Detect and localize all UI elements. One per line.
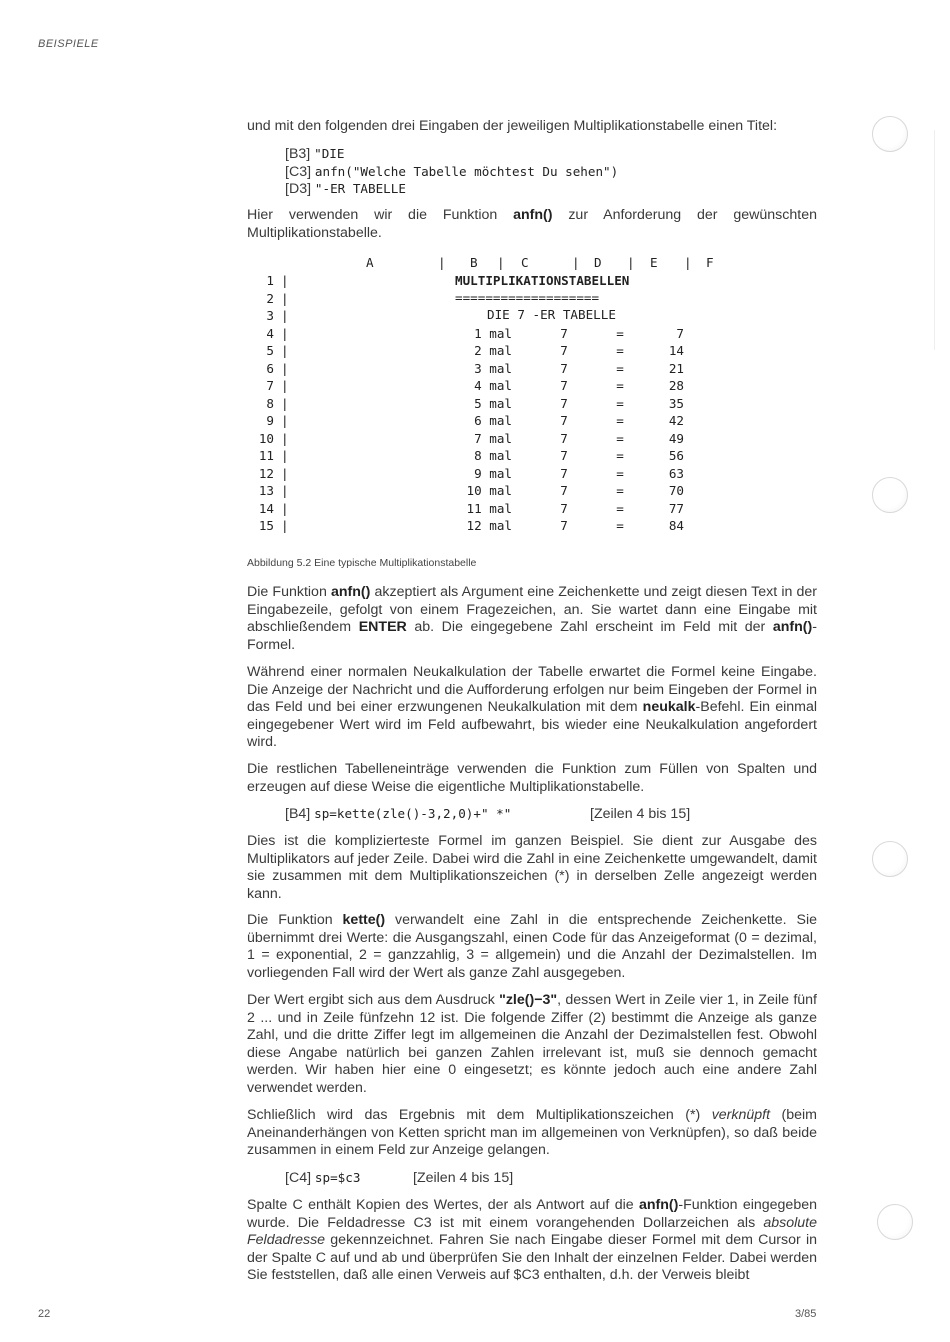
col-header-b: B (470, 255, 478, 270)
row-number: 5 (266, 343, 274, 358)
cell-base: 7 (560, 518, 568, 533)
formula-c4: [C4] sp=$c3 (285, 1170, 361, 1186)
table-underline: =================== (455, 290, 600, 305)
cell-base: 7 (560, 395, 568, 411)
cell-base: 7 (560, 465, 568, 481)
col-divider: | (627, 255, 635, 270)
row-divider: | (281, 360, 289, 376)
paragraph-anfn-detail: Die Funktion anfn() akzeptiert als Argument eine Zeichenkette und zeigt diesen Text in der Eingabezeile, gefolgt von einem Fragezeichen, an. Sie wartet dann eine Eingabe mit abschließendem ENTER ab. Die eingegebene Zahl erscheint im Feld mit der anfn()-Formel. (247, 584, 817, 653)
row-divider: | (281, 500, 289, 516)
cell-multiplier: 6 mal (474, 413, 512, 428)
table-title: MULTIPLIKATIONSTABELLEN (455, 273, 630, 288)
row-divider: | (281, 413, 289, 428)
formula-b4-note: [Zeilen 4 bis 15] (590, 806, 691, 822)
punch-hole (877, 1204, 913, 1240)
row-divider: | (281, 343, 289, 358)
row-divider: | (281, 430, 289, 446)
row-divider: | (281, 465, 289, 481)
cell-multiplier: 5 mal (474, 395, 512, 411)
paragraph-expression: Der Wert ergibt sich aus dem Ausdruck "zle()−3", dessen Wert in Zeile vier 1, in Zeile fünf 2 ... und in Zeile fünfzehn 12 ist. Die folgende Ziffer (2) bestimmt die Anzeige als ganze Zahl, und die dritte Ziffer legt im allgemeinen die Anzahl der Dezimalstellen fest. Obwohl diese Angabe natürlich bei ganzen Zahlen irrelevant ist, muß sie dennoch gemacht werden. Wir haben hier eine 0 eingesetzt; es könnte jedoch auch eine andere Zahl verwendet werden. (247, 992, 817, 1096)
cell-result: 63 (668, 465, 684, 481)
paragraph-neukalk: Während einer normalen Neukalkulation der Tabelle erwartet die Formel keine Eingabe. Die Anzeige der Nachricht und die Aufforderung erfolgen nur beim Eingeben der Formel in das Feld und bei einer erzwungenen Neukalkulation mit dem neukalk-Befehl. Ein einmal eingegebener Wert wird im Feld aufbewahrt, bis wieder eine Neukalkulation angefordert wird. (247, 664, 817, 751)
row-divider: | (281, 448, 289, 463)
formula-b4: [B4] sp=kette(zle()-3,2,0)+" *" (285, 806, 512, 822)
cell-base: 7 (560, 343, 568, 358)
cell-base: 7 (560, 430, 568, 446)
cell-multiplier: 10 mal (466, 483, 512, 498)
cell-base: 7 (560, 483, 568, 498)
row-divider: | (281, 273, 289, 288)
cell-multiplier: 1 mal (474, 325, 512, 341)
cell-result: 77 (668, 500, 684, 516)
cell-equals: = (616, 483, 624, 498)
table-subtitle: DIE 7 -ER TABELLE (487, 307, 616, 322)
running-header: BEISPIELE (38, 38, 99, 50)
cell-multiplier: 8 mal (474, 448, 512, 463)
cell-equals: = (616, 378, 624, 393)
row-divider: | (281, 325, 289, 341)
punch-hole (872, 477, 908, 513)
cell-result: 14 (668, 343, 684, 358)
paragraph-concatenation: Schließlich wird das Ergebnis mit dem Multiplikationszeichen (*) verknüpft (beim Aneinanderhängen von Ketten spricht man im allgemeinen von Verknüpfen), so daß beide zusammen in einem Feld zur Anzeige gelangen. (247, 1107, 818, 1159)
cell-multiplier: 3 mal (474, 360, 512, 376)
cell-base: 7 (560, 500, 568, 516)
row-number: 10 (258, 430, 274, 446)
col-divider: | (497, 255, 505, 270)
punch-hole (872, 116, 908, 152)
cell-equals: = (616, 343, 624, 358)
cell-result: 84 (668, 518, 684, 533)
cell-base: 7 (560, 325, 568, 341)
row-divider: | (281, 395, 289, 411)
cell-result: 42 (668, 413, 684, 428)
code-entry-b3: [B3] "DIE (285, 146, 345, 162)
cell-base: 7 (560, 378, 568, 393)
cell-base: 7 (560, 448, 568, 463)
paragraph-absolute-address: Spalte C enthält Kopien des Wertes, der als Antwort auf die anfn()-Funktion eingegeben wurde. Die Feldadresse C3 ist mit einem vorangehenden Dollarzeichen als absolute Feldadresse gekennzeichnet. Fahren Sie nach Eingabe dieser Formel mit dem Cursor in der Spalte C auf und ab und überprüfen Sie den Inhalt der einzelnen Felder. Dabei werden Sie feststellen, daß alle einen Verweis auf $C3 enthalten, d.h. der Verweis bleibt (247, 1197, 817, 1284)
cell-multiplier: 7 mal (474, 430, 512, 446)
cell-equals: = (616, 430, 624, 446)
cell-equals: = (616, 500, 624, 516)
col-divider: | (572, 255, 580, 270)
row-divider: | (281, 378, 289, 393)
code-entry-c3: [C3] anfn("Welche Tabelle möchtest Du sehen") (285, 164, 619, 180)
row-number: 2 (266, 290, 274, 306)
paragraph-fill-columns: Die restlichen Tabelleneinträge verwenden die Funktion zum Füllen von Spalten und erzeugen auf diese Weise die eigentliche Multiplikationstabelle. (247, 761, 817, 795)
cell-multiplier: 4 mal (474, 378, 512, 393)
cell-equals: = (616, 325, 624, 341)
formula-c4-note: [Zeilen 4 bis 15] (413, 1170, 514, 1186)
cell-equals: = (616, 465, 624, 481)
cell-multiplier: 11 mal (466, 500, 512, 516)
paragraph-complex-formula: Dies ist die komplizierteste Formel im ganzen Beispiel. Sie dient zur Ausgabe des Multiplikators auf jeder Zeile. Dabei wird die Zahl in eine Zeichenkette umgewandelt, damit sie zusammen mit dem Multiplikationszeichen (*) in derselben Zelle angezeigt werden kann. (247, 833, 817, 902)
row-number: 7 (266, 378, 274, 393)
row-number: 14 (258, 500, 274, 516)
row-divider: | (281, 518, 289, 533)
col-divider: | (684, 255, 692, 270)
row-number: 13 (258, 483, 274, 498)
row-number: 3 (266, 308, 274, 323)
cell-result: 28 (668, 378, 684, 393)
cell-base: 7 (560, 413, 568, 428)
row-number: 6 (266, 360, 274, 376)
col-divider: | (438, 255, 446, 270)
row-number: 12 (258, 465, 274, 481)
cell-result: 49 (668, 430, 684, 446)
row-number: 9 (266, 413, 274, 428)
page-number: 22 (38, 1308, 51, 1320)
row-divider: | (281, 483, 289, 498)
edition-code: 3/85 (795, 1308, 817, 1320)
cell-equals: = (616, 518, 624, 533)
punch-hole (872, 841, 908, 877)
row-number: 15 (258, 518, 274, 533)
cell-equals: = (616, 360, 624, 376)
row-divider: | (281, 308, 289, 323)
figure-caption: Abbildung 5.2 Eine typische Multiplikationstabelle (247, 557, 477, 569)
row-number: 4 (266, 325, 274, 341)
row-number: 11 (258, 448, 274, 463)
code-entry-d3: [D3] "-ER TABELLE (285, 181, 406, 197)
cell-result: 35 (668, 395, 684, 411)
cell-multiplier: 9 mal (474, 465, 512, 481)
row-number: 8 (266, 395, 274, 411)
col-header-f: F (706, 255, 714, 270)
cell-equals: = (616, 413, 624, 428)
row-number: 1 (266, 273, 274, 288)
paragraph-anfn-intro: Hier verwenden wir die Funktion anfn() zur Anforderung der gewünschten Multiplikationstabelle. (247, 207, 817, 241)
cell-equals: = (616, 448, 624, 463)
col-header-e: E (650, 255, 658, 270)
cell-base: 7 (560, 360, 568, 376)
cell-result: 70 (668, 483, 684, 498)
cell-multiplier: 2 mal (474, 343, 512, 358)
cell-result: 21 (668, 360, 684, 376)
page-edge-line (934, 130, 935, 350)
cell-result: 56 (668, 448, 684, 463)
intro-paragraph: und mit den folgenden drei Eingaben der jeweiligen Multiplikationstabelle einen Titel: (247, 118, 778, 134)
paragraph-kette: Die Funktion kette() verwandelt eine Zahl in die entsprechende Zeichenkette. Sie übernimmt drei Werte: die Ausgangszahl, einen Code für das Anzeigeformat (0 = dezimal, 1 = exponential, 2 = ganzzahlig, 3 = allgemein) und die Anzahl der Dezimalstellen. Im vorliegenden Fall wird der Wert als ganze Zahl ausgegeben. (247, 912, 818, 981)
col-header-c: C (521, 255, 529, 270)
cell-equals: = (616, 395, 624, 411)
col-header-a: A (366, 255, 374, 270)
col-header-d: D (594, 255, 602, 270)
cell-result: 7 (676, 325, 684, 341)
cell-multiplier: 12 mal (466, 518, 512, 533)
row-divider: | (281, 290, 289, 306)
